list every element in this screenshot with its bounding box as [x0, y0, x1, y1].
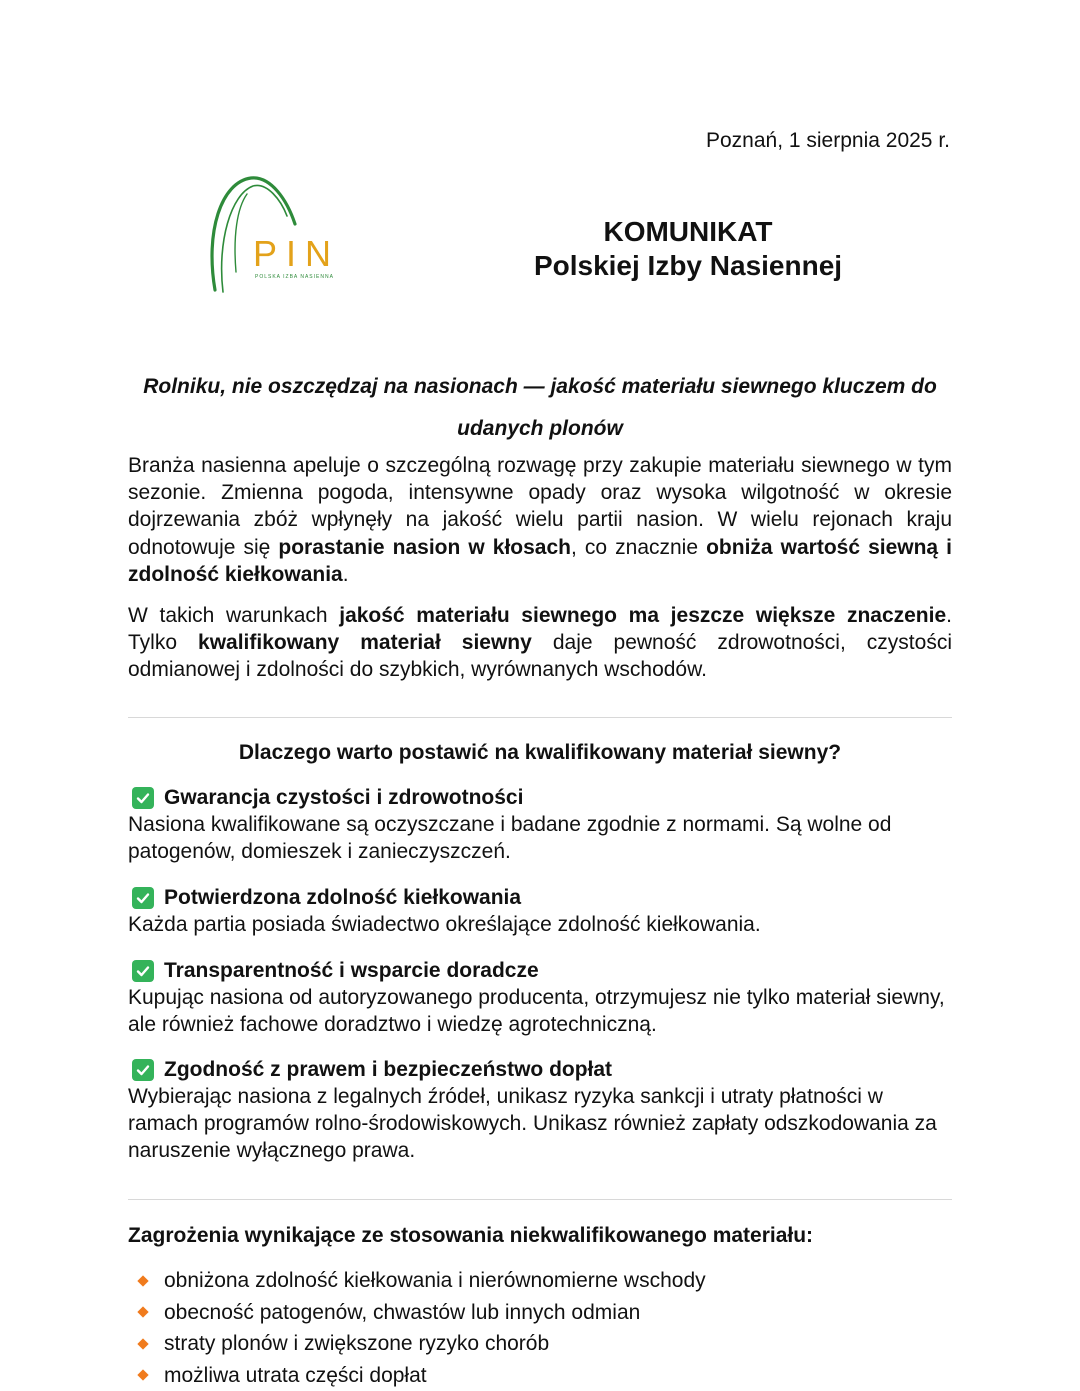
threat-text: obniżona zdolność kiełkowania i nierównomierne wschody — [164, 1265, 706, 1297]
check-icon — [132, 787, 154, 809]
conditions-text-1: W takich warunkach — [128, 604, 339, 627]
communique-subheading: Polskiej Izby Nasiennej — [488, 249, 888, 283]
check-icon — [132, 960, 154, 982]
diamond-bullet-icon — [137, 1338, 148, 1349]
list-item — [128, 1265, 952, 1297]
conditions-bold-1: jakość materiału siewnego ma jeszcze większe znaczenie — [339, 604, 946, 627]
conditions-text-3: daje pewność zdrowotności, czystości odmianowej i zdolności do szybkich, wyrównanych wschodów. — [128, 631, 952, 681]
divider — [128, 1199, 952, 1200]
intro-bold-2: obniża wartość siewną i zdolność kiełkowania — [128, 536, 952, 586]
logo-tagline: POLSKA IZBA NASIENNA — [255, 274, 334, 280]
check-icon — [132, 1059, 154, 1081]
communique-title — [488, 215, 888, 283]
threat-text: straty plonów i zwiększone ryzyko chorób — [164, 1328, 549, 1360]
benefit-text: Każda partia posiada świadectwo określające zdolność kiełkowania. — [128, 911, 952, 938]
check-icon — [132, 887, 154, 909]
threat-text: obecność patogenów, chwastów lub innych odmian — [164, 1297, 640, 1329]
benefit-text: Wybierając nasiona z legalnych źródeł, unikasz ryzyka sankcji i utraty płatności w ramach programów rolno-środowiskowych. Unikasz również zapłaty odszkodowania za naruszenie wyłącznego prawa. — [128, 1083, 952, 1165]
conditions-paragraph — [128, 602, 952, 684]
benefit-title: Gwarancja czystości i zdrowotności — [164, 786, 523, 810]
lead-headline: Rolniku, nie oszczędzaj na nasionach — jakość materiału siewnego kluczem do udanych plonów — [128, 366, 952, 450]
intro-text-1: Branża nasienna apeluje o szczególną rozwagę przy zakupie materiału siewnego w tym sezonie. Zmienna pogoda, intensywne opady oraz wysoka wilgotność w okresie dojrzewania zbóż wpłynęły na jakość wielu partii nasion. W wielu rejonach kraju odnotowuje się — [128, 454, 952, 559]
intro-text-2: , co znacznie — [571, 536, 706, 559]
benefit-item — [128, 884, 952, 938]
benefits-heading: Dlaczego warto postawić na kwalifikowany materiał siewny? — [128, 739, 952, 766]
conditions-bold-2: kwalifikowany materiał siewny — [198, 631, 532, 654]
intro-text-3: . — [343, 563, 349, 586]
pin-logo — [203, 172, 353, 297]
diamond-bullet-icon — [137, 1370, 148, 1381]
benefit-text: Nasiona kwalifikowane są oczyszczane i badane zgodnie z normami. Są wolne od patogenów, domieszek i zanieczyszczeń. — [128, 811, 952, 865]
benefit-text: Kupując nasiona od autoryzowanego producenta, otrzymujesz nie tylko materiał siewny, ale również fachowe doradztwo i wiedzę agrotechniczną. — [128, 984, 952, 1038]
communique-heading: KOMUNIKAT — [488, 215, 888, 249]
benefit-item — [128, 784, 952, 865]
diamond-bullet-icon — [137, 1275, 148, 1286]
document-date: Poznań, 1 sierpnia 2025 r. — [706, 128, 950, 154]
benefit-title: Transparentność i wsparcie doradcze — [164, 959, 539, 983]
conditions-text-2: . Tylko — [128, 604, 952, 654]
benefit-item — [128, 957, 952, 1038]
list-item — [128, 1360, 952, 1391]
logo-letters: PIN — [253, 233, 340, 274]
divider — [128, 717, 952, 718]
threats-list — [128, 1265, 952, 1391]
threats-heading: Zagrożenia wynikające ze stosowania niekwalifikowanego materiału: — [128, 1222, 813, 1249]
diamond-bullet-icon — [137, 1307, 148, 1318]
intro-bold-1: porastanie nasion w kłosach — [278, 536, 571, 559]
benefit-title: Potwierdzona zdolność kiełkowania — [164, 886, 521, 910]
list-item — [128, 1297, 952, 1329]
list-item — [128, 1328, 952, 1360]
threat-text: możliwa utrata części dopłat — [164, 1360, 427, 1391]
benefit-title: Zgodność z prawem i bezpieczeństwo dopłat — [164, 1058, 612, 1082]
benefit-item — [128, 1056, 952, 1165]
intro-paragraph — [128, 452, 952, 588]
